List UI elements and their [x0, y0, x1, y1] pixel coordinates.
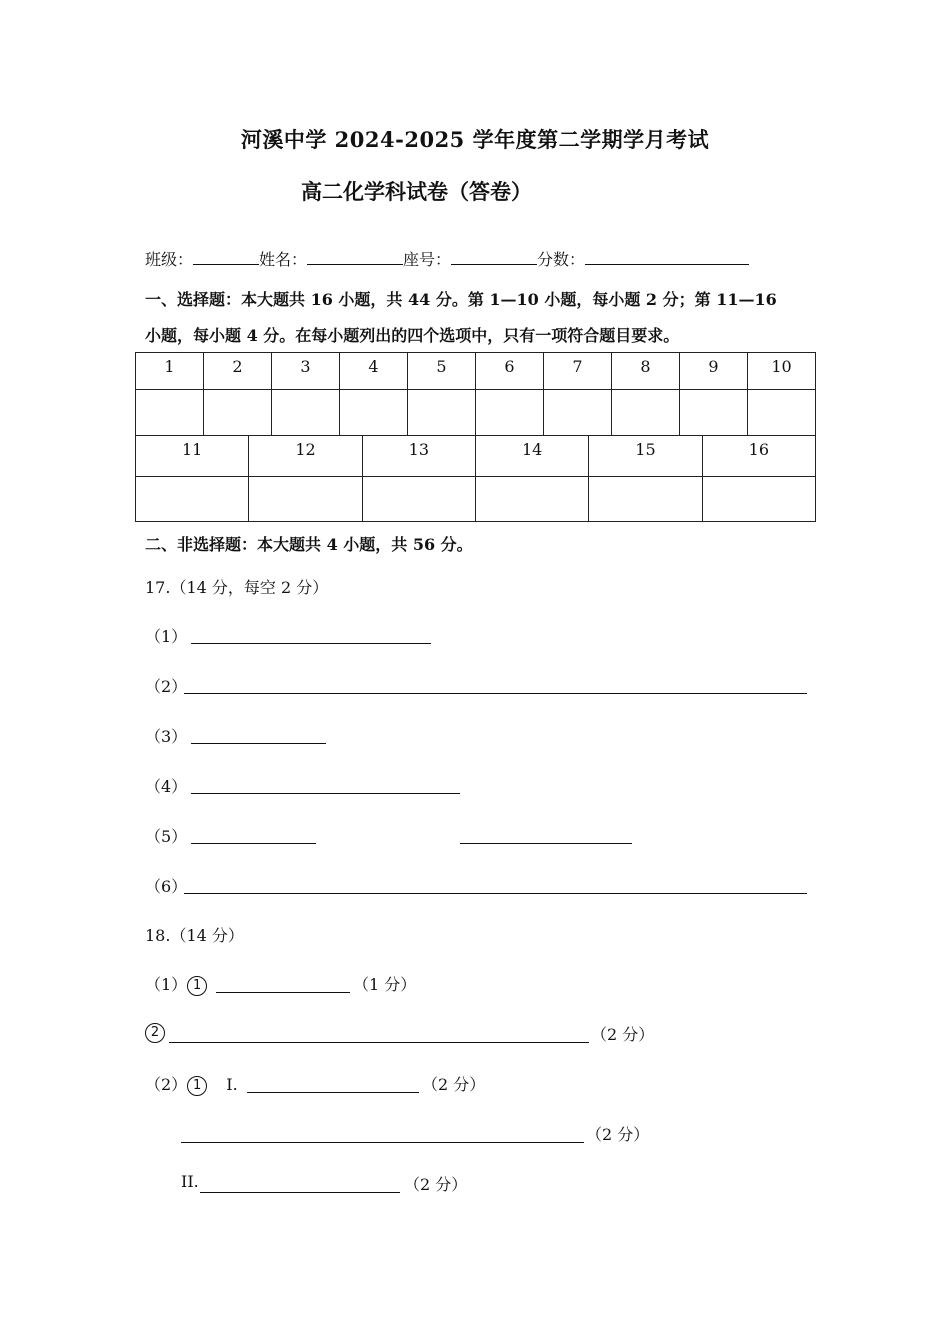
roman-numeral-2: II.: [181, 1172, 199, 1191]
answer-cell[interactable]: [544, 390, 612, 436]
page-title: 河溪中学 2024-2025 学年度第二学期学月考试: [240, 127, 710, 152]
answer-cell[interactable]: [249, 477, 362, 522]
table-cell: 6: [476, 353, 544, 390]
table-cell: 4: [340, 353, 408, 390]
q18-score-2b: （2 分）: [422, 1075, 486, 1094]
page-subtitle: 高二化学科试卷（答卷）: [301, 179, 532, 204]
q17-part3-answer-line[interactable]: [191, 743, 326, 744]
table-cell: 2: [204, 353, 272, 390]
answer-cell[interactable]: [272, 390, 340, 436]
table-cell: 16: [702, 436, 815, 477]
answer-cell[interactable]: [340, 390, 408, 436]
q18-part1-label: （1）: [145, 975, 188, 994]
q18-part1-answer-line-1[interactable]: [216, 992, 350, 993]
name-field[interactable]: [307, 246, 403, 265]
q17-part4-answer-line[interactable]: [191, 793, 460, 794]
answer-cell[interactable]: [136, 390, 204, 436]
table-row: [136, 477, 816, 522]
table-cell: 8: [612, 353, 680, 390]
circled-number-2-icon: 2: [145, 1023, 165, 1043]
q18-part1-row: [145, 972, 207, 996]
table-cell: 10: [748, 353, 816, 390]
answer-table-11-16: [135, 435, 816, 522]
q17-part1-label: （1）: [145, 627, 188, 646]
table-row: [136, 353, 816, 390]
info-line: [145, 246, 749, 270]
circled-number-1-icon: 1: [187, 1076, 207, 1096]
q18-part2-answer-line-2[interactable]: [181, 1142, 584, 1143]
answer-cell[interactable]: [475, 477, 588, 522]
roman-numeral-1: I.: [226, 1075, 238, 1094]
q17-heading: 17.（14 分，每空 2 分）: [145, 578, 329, 597]
class-field[interactable]: [193, 246, 259, 265]
q18-part2-answer-line-3[interactable]: [200, 1192, 400, 1193]
q18-part2-row: [145, 1072, 238, 1096]
q18-part1-answer-line-2[interactable]: [169, 1042, 589, 1043]
answer-cell[interactable]: [680, 390, 748, 436]
table-cell: 5: [408, 353, 476, 390]
table-cell: 14: [475, 436, 588, 477]
class-label: 班级：: [145, 250, 194, 269]
q18-score-2a: （2 分）: [591, 1025, 655, 1044]
name-label: 姓名：: [259, 250, 308, 269]
table-cell: 11: [136, 436, 249, 477]
q18-part2-answer-line-1[interactable]: [247, 1092, 419, 1093]
answer-cell[interactable]: [476, 390, 544, 436]
answer-cell[interactable]: [362, 477, 475, 522]
q18-score-2c: （2 分）: [586, 1125, 650, 1144]
table-row: [136, 390, 816, 436]
answer-cell[interactable]: [612, 390, 680, 436]
q17-part6-answer-line[interactable]: [184, 893, 807, 894]
q17-part1-answer-line[interactable]: [191, 643, 431, 644]
q17-part5-answer-line-a[interactable]: [191, 843, 316, 844]
table-cell: 13: [362, 436, 475, 477]
q18-part2-label: （2）: [145, 1075, 188, 1094]
table-row: [136, 436, 816, 477]
seat-field[interactable]: [451, 246, 537, 265]
section1-line1: 一、选择题：本大题共 16 小题，共 44 分。第 1—10 小题，每小题 2 分；第 11—16: [145, 290, 777, 309]
q17-part5-answer-line-b[interactable]: [460, 843, 632, 844]
table-cell: 12: [249, 436, 362, 477]
answer-table-1-10: [135, 352, 816, 436]
table-cell: 7: [544, 353, 612, 390]
score-label: 分数：: [537, 250, 586, 269]
answer-cell[interactable]: [136, 477, 249, 522]
circled-number-1-icon: 1: [187, 976, 207, 996]
answer-cell[interactable]: [702, 477, 815, 522]
answer-cell[interactable]: [204, 390, 272, 436]
section2-heading: 二、非选择题：本大题共 4 小题，共 56 分。: [145, 535, 473, 554]
seat-label: 座号：: [403, 250, 452, 269]
table-cell: 15: [589, 436, 702, 477]
q17-part5-label: （5）: [145, 827, 188, 846]
answer-cell[interactable]: [408, 390, 476, 436]
q17-part2-label: （2）: [145, 677, 188, 696]
answer-cell[interactable]: [589, 477, 702, 522]
q18-score-1: （1 分）: [353, 975, 417, 994]
table-cell: 9: [680, 353, 748, 390]
table-cell: 3: [272, 353, 340, 390]
q18-part1-sub2: [145, 1022, 165, 1043]
q17-part2-answer-line[interactable]: [184, 693, 807, 694]
score-field[interactable]: [585, 246, 749, 265]
q18-score-2d: （2 分）: [404, 1175, 468, 1194]
table-cell: 1: [136, 353, 204, 390]
answer-cell[interactable]: [748, 390, 816, 436]
q17-part3-label: （3）: [145, 727, 188, 746]
q17-part6-label: （6）: [145, 877, 188, 896]
q17-part4-label: （4）: [145, 777, 188, 796]
section1-line2: 小题，每小题 4 分。在每小题列出的四个选项中，只有一项符合题目要求。: [145, 326, 680, 345]
q18-heading: 18.（14 分）: [145, 926, 244, 945]
